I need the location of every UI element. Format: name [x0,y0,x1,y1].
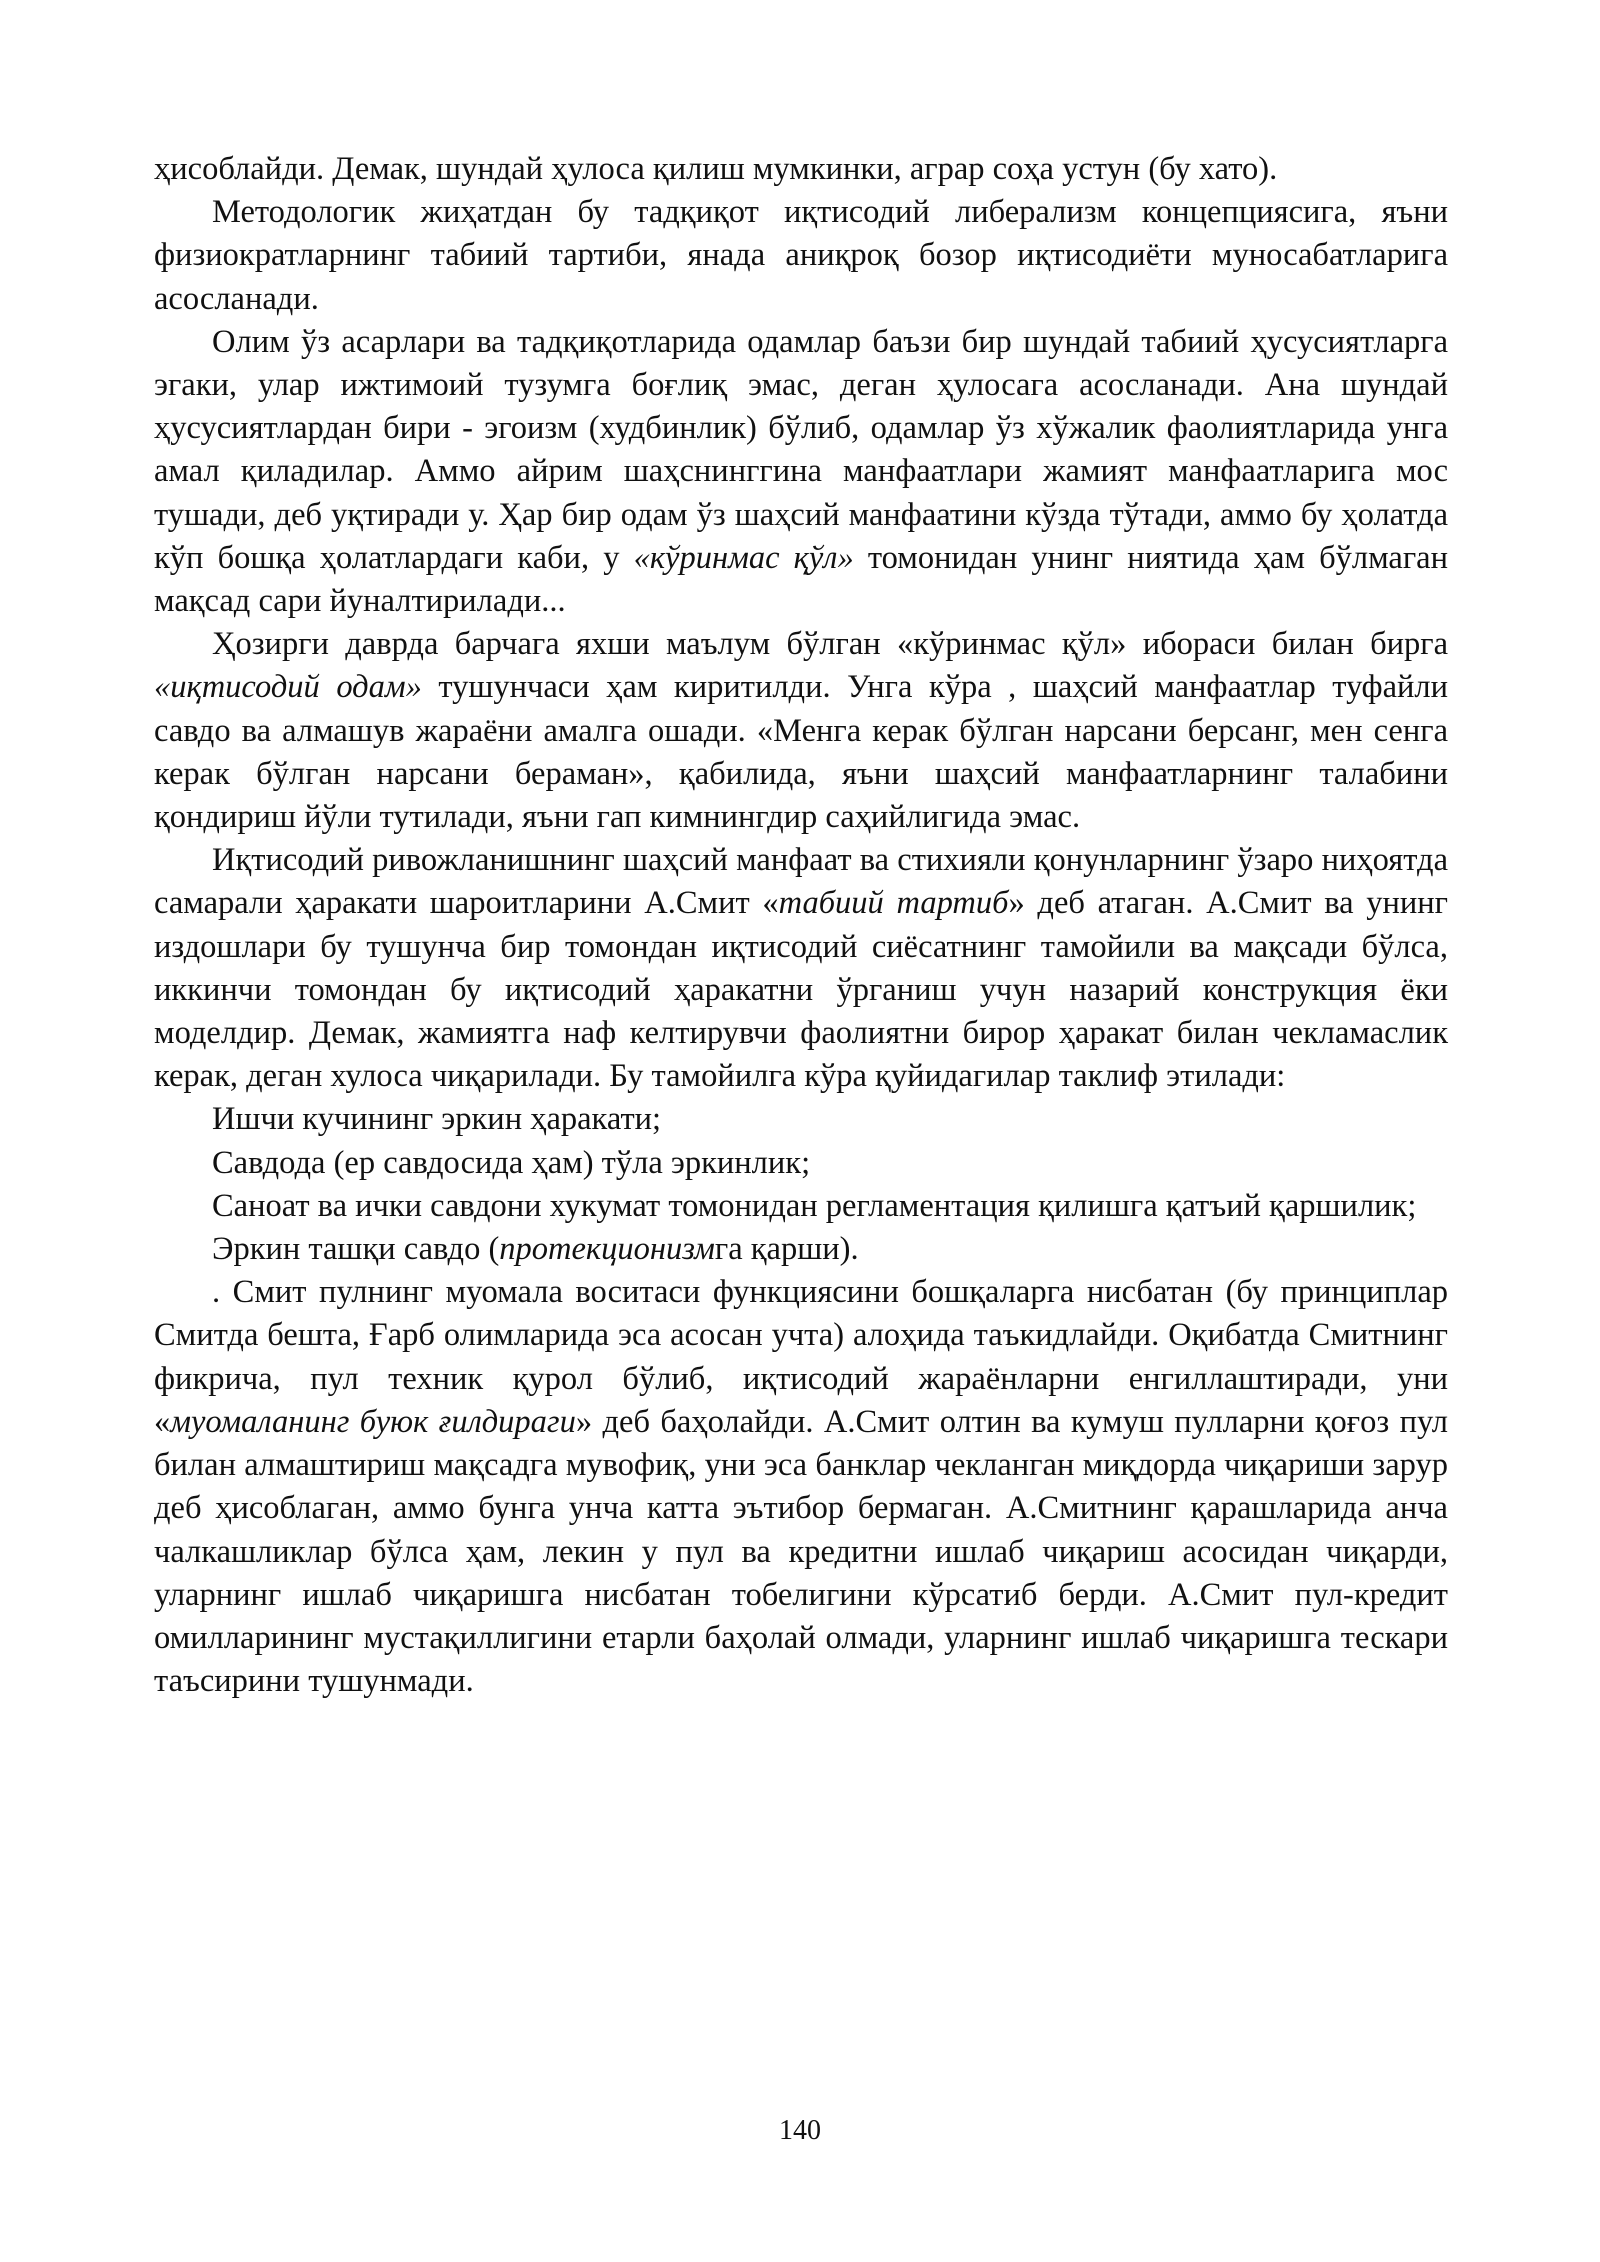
list-item-2-text: Савдода (ер савдосида ҳам) тўла эркинлик; [212,1144,811,1181]
paragraph-1 [154,148,1448,191]
list-item-3-text: Саноат ва ички савдони хукумат томонидан регламентация қилишга қатъий қаршилик; [212,1187,1417,1224]
paragraph-3-text-b: томонидан унинг ниятида ҳам бўлмаган мақсад сари йуналтирилади... [154,539,1448,620]
paragraph-4-text-a: Ҳозирги даврда барчага яхши маълум бўлган «кўринмас қўл» ибораси билан бирга [212,626,1448,663]
paragraph-6-text-a: . Смит пулнинг муомала воситаси функциясини бошқаларга нисбатан (бу принциплар Смитда бешта, Ғарб олимларида эса асосан учта) алоҳида таъкидлайди. Оқибатда Смитнинг фикрича, пул техник қурол бўлиб, иқтисодий жараёнларни енгиллаштиради, уни « [154,1274,1448,1440]
list-item-2 [154,1142,1448,1185]
paragraph-5 [154,839,1448,1098]
paragraph-3 [154,321,1448,623]
paragraph-3-text-a: Олим ўз асарлари ва тадқиқотларида одамлар баъзи бир шундай табиий ҳусусиятларга эгаки, улар ижтимоий тузумга боғлиқ эмас, деган ҳулосага асосланади. Ана шундай ҳусусиятлардан бири - эгоизм (худбинлик) бўлиб, одамлар ўз хўжалик фаолиятларида унга амал қиладилар. Аммо айрим шаҳснинггина манфаатлари жамият манфаатларига мос тушади, деб уқтиради у. Ҳар бир одам ўз шаҳсий манфаатини кўзда тўтади, аммо бу ҳолатда кўп бошқа ҳолатлардаги каби, у [154,323,1448,576]
paragraph-6-text-b: » деб баҳолайди. А.Смит олтин ва кумуш пулларни қоғоз пул билан алмаштириш мақсадга мувофиқ, уни эса банклар чекланган миқдорда чиқариши зарур деб ҳисоблаган, аммо бунга унча катта эътибор бермаган. А.Смитнинг қарашларида анча чалкашликлар бўлса ҳам, лекин у пул ва кредитни ишлаб чиқариш асосидан чиқарди, уларнинг ишлаб чиқаришга нисбатан тобелигини кўрсатиб берди. А.Смит пул-кредит омилларининг мустақиллигини етарли баҳолай олмади, уларнинг ишлаб чиқаришга тескари таъсирини тушунмади. [154,1403,1449,1700]
paragraph-5-text-a: Иқтисодий ривожланишнинг шаҳсий манфаат ва стихияли қонунларнинг ўзаро ниҳоятда самарали ҳаракати шароитларини А.Смит « [154,842,1448,922]
paragraph-4-emphasis: «иқтисодий одам» [154,669,422,706]
paragraph-1-text: ҳисоблайди. Демак, шундай ҳулоса қилиш мумкинки, аграр соҳа устун (бу хато). [154,151,1278,187]
list-item-1-text: Ишчи кучининг эркин ҳаракати; [212,1101,662,1138]
paragraph-6-emphasis: муомаланинг буюк ғилдираги [170,1403,576,1440]
list-item-4 [154,1228,1448,1271]
paragraph-5-emphasis: табиий тартиб [778,885,1009,922]
paragraph-3-emphasis: «кўринмас қўл» [633,539,854,576]
list-item-4-emphasis: протекционизм [499,1231,715,1268]
paragraph-2 [154,191,1448,321]
page-number: 140 [779,2115,821,2146]
list-item-1 [154,1098,1448,1141]
paragraph-6 [154,1271,1448,1703]
paragraph-4-text-b: тушунчаси ҳам киритилди. Унга кўра , шаҳсий манфаатлар туфайли савдо ва алмашув жараёни амалга ошади. «Менга керак бўлган нарсани берсанг, мен сенга керак бўлган нарсани бераман», қабилида, яъни шаҳсий манфаатларнинг талабини қондириш йўли тутилади, яъни гап кимнингдир саҳийлигида эмас. [154,669,1448,836]
paragraph-5-text-b: » деб атаган. А.Смит ва унинг издошлари бу тушунча бир томондан иқтисодий сиёсатнинг тамойили ва мақсади бўлса, иккинчи томондан бу иқтисодий ҳаракатни ўрганиш учун назарий конструкция ёки моделдир. Демак, жамиятга наф келтирувчи фаолиятни бирор ҳаракат билан чекламаслик керак, деган хулоса чиқарилади. Бу тамойилга кўра қуйидагилар таклиф этилади: [154,885,1448,1095]
page-body [154,148,1448,1703]
list-item-3 [154,1185,1448,1228]
list-item-4-text-a: Эркин ташқи савдо ( [212,1231,500,1268]
paragraph-4 [154,623,1448,839]
list-item-4-text-b: га қарши). [714,1231,859,1268]
paragraph-2-text: Методологик жиҳатдан бу тадқиқот иқтисодий либерализм концепциясига, яъни физиократларнинг табиий тартиби, янада аниқроқ бозор иқтисодиёти муносабатларига асосланади. [154,194,1448,317]
